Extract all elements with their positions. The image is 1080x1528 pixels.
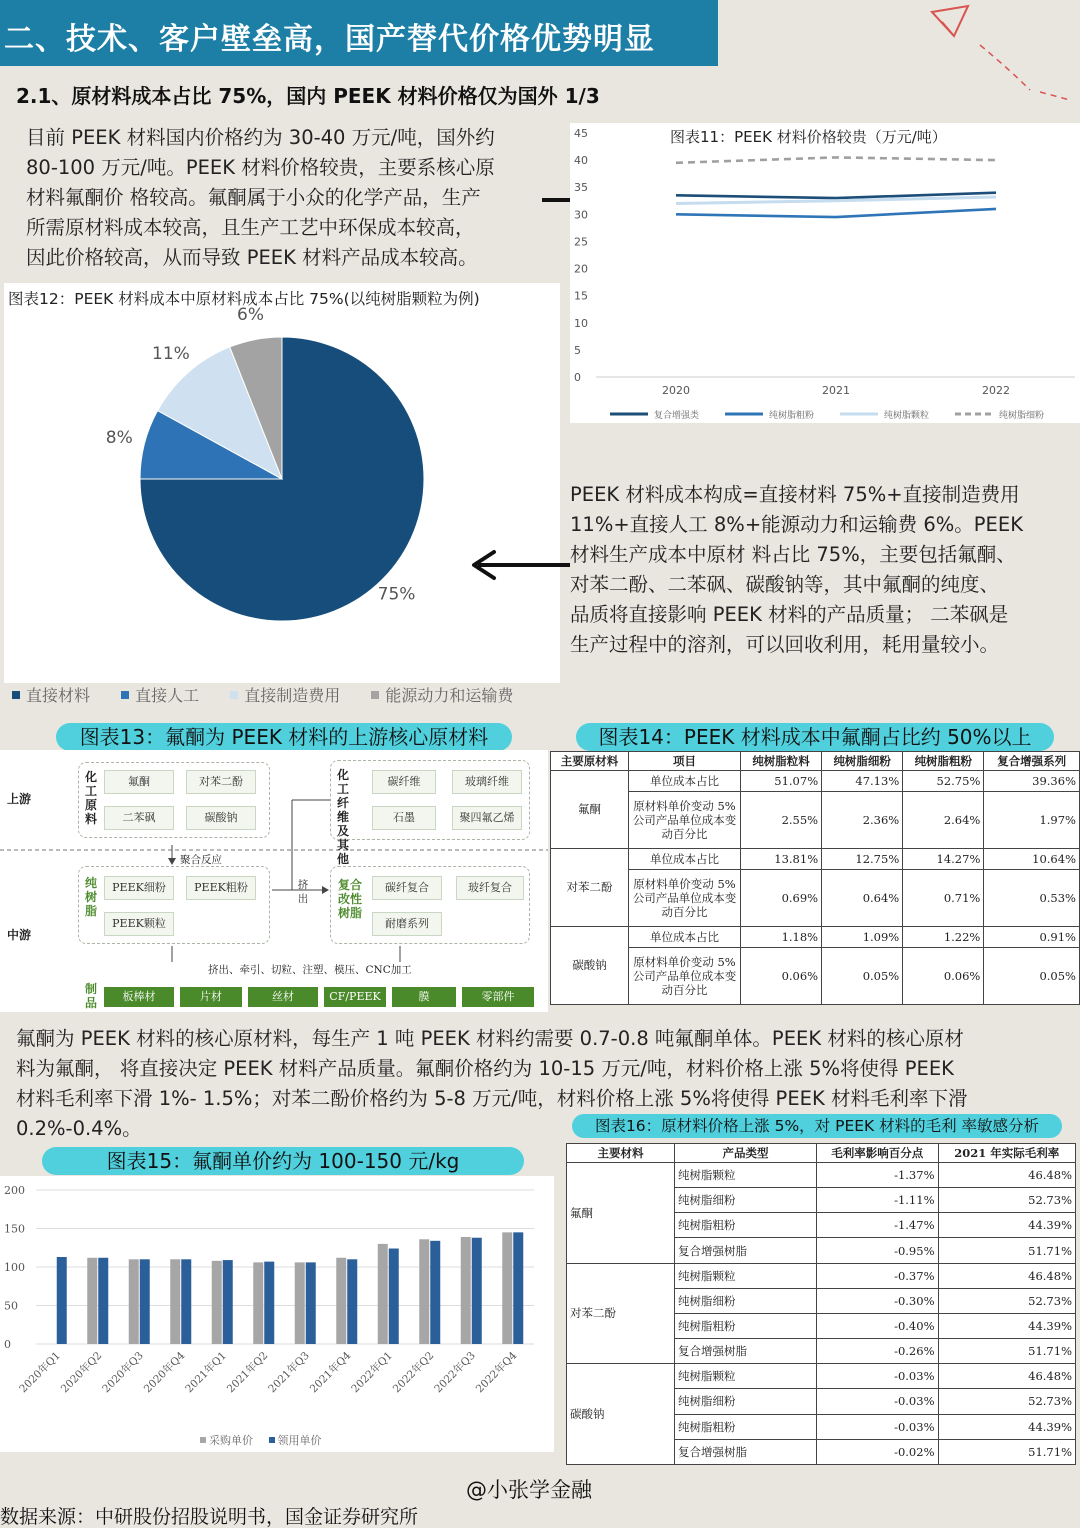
paper-plane-icon [920, 0, 1080, 110]
value-cell: -0.03% [817, 1364, 939, 1389]
bar [306, 1262, 316, 1344]
product-cell: 纯树脂粗粉 [675, 1313, 817, 1338]
table-row [567, 1263, 1076, 1288]
value-cell: 14.27% [903, 848, 984, 869]
value-cell: 51.07% [741, 771, 822, 792]
material-cell: 对苯二酚 [567, 1263, 675, 1364]
value-cell: -0.02% [817, 1439, 939, 1464]
product-cell: 复合增强树脂 [675, 1339, 817, 1364]
column-header: 主要材料 [567, 1144, 675, 1163]
legend-label: 直接制造费用 [244, 686, 341, 705]
value-cell: -1.37% [817, 1163, 939, 1188]
item-cell: 单位成本占比 [629, 771, 741, 792]
y-tick-label: 35 [574, 181, 588, 195]
column-header: 纯树脂粗粉 [903, 752, 984, 771]
table-row [551, 771, 1080, 792]
bar [212, 1261, 222, 1344]
resin-group-label: 纯树脂 [84, 876, 97, 918]
text-line: 品质将直接影响 PEEK 材料的产品质量； 二苯砜是 [570, 603, 1009, 626]
product-cell: 纯树脂细粉 [675, 1288, 817, 1313]
section-subtitle: 2.1、原材料成本占比 75%，国内 PEEK 材料价格仅为国外 1/3 [16, 84, 600, 108]
flow-node: PEEK粗粉 [186, 876, 256, 900]
y-tick-label: 0 [4, 1338, 11, 1351]
table-row [567, 1163, 1076, 1188]
bar [57, 1257, 67, 1344]
supply-chain-flow [0, 750, 548, 1012]
bar [378, 1244, 388, 1344]
product-node: 膜 [392, 987, 456, 1007]
column-header: 纯树脂细粉 [822, 752, 903, 771]
item-cell: 单位成本占比 [629, 848, 741, 869]
value-cell: 2.55% [741, 792, 822, 849]
composite-group-label: 复合改性树脂 [337, 878, 362, 920]
product-cell: 纯树脂细粉 [675, 1188, 817, 1213]
product-label: 制品 [84, 982, 97, 1010]
legend-label: 纯树脂细粉 [999, 411, 1045, 421]
figure-14-table-panel [550, 751, 1080, 1005]
flow-node: 玻璃纤维 [452, 770, 522, 794]
pie-chart [4, 283, 560, 683]
column-header: 2021 年实际毛利率 [938, 1144, 1076, 1163]
table-row [551, 926, 1080, 947]
text-line: 80-100 万元/吨。PEEK 材料价格较贵，主要系核心原 [26, 156, 495, 179]
x-tick-label: 2022年Q2 [390, 1349, 437, 1396]
figure-15-panel [0, 1176, 554, 1452]
text-line: 材料氟酮价 格较高。氟酮属于小众的化学产品，生产 [26, 186, 481, 209]
item-cell: 原材料单价变动 5%公司产品单位成本变动百分比 [629, 870, 741, 927]
bar [98, 1258, 108, 1344]
figure-11-title: 图表11：PEEK 材料价格较贵（万元/吨） [670, 128, 947, 146]
value-cell: 52.73% [938, 1288, 1076, 1313]
legend-item [12, 683, 90, 706]
arrow-left-icon [468, 548, 572, 582]
legend-label: 直接材料 [26, 686, 91, 705]
bar [87, 1258, 97, 1344]
value-cell: 1.18% [741, 926, 822, 947]
flow-node: 聚四氟乙烯 [452, 806, 522, 830]
value-cell: 0.06% [741, 948, 822, 1005]
table-header-row [567, 1144, 1076, 1163]
flow-node: 玻纤复合 [456, 876, 524, 900]
table-row [551, 792, 1080, 849]
product-cell: 纯树脂粗粉 [675, 1414, 817, 1439]
y-tick-label: 200 [4, 1184, 25, 1197]
value-cell: 47.13% [822, 771, 903, 792]
value-cell: -1.11% [817, 1188, 939, 1213]
flow-node: 碳纤复合 [372, 876, 442, 900]
value-cell: 46.48% [938, 1263, 1076, 1288]
value-cell: -0.03% [817, 1389, 939, 1414]
table-row [551, 948, 1080, 1005]
slice-label: 8% [105, 428, 133, 449]
figure-12-panel [4, 283, 560, 683]
value-cell: -1.47% [817, 1213, 939, 1238]
x-tick-label: 2022年Q4 [473, 1349, 520, 1396]
x-tick-label: 2022年Q1 [349, 1349, 395, 1396]
x-tick-label: 2020年Q4 [141, 1349, 188, 1396]
process-label: 挤出、牵引、切粒、注塑、模压、CNC加工 [208, 964, 412, 976]
value-cell: -0.37% [817, 1263, 939, 1288]
bar [472, 1238, 482, 1344]
value-cell: 1.22% [903, 926, 984, 947]
x-tick-label: 2020年Q1 [17, 1349, 63, 1396]
value-cell: 51.71% [938, 1339, 1076, 1364]
value-cell: 0.06% [903, 948, 984, 1005]
product-cell: 纯树脂颗粒 [675, 1263, 817, 1288]
text-line: 所需原材料成本较高，且生产工艺中环保成本较高， [26, 216, 475, 239]
value-cell: 0.71% [903, 870, 984, 927]
value-cell: 12.75% [822, 848, 903, 869]
bar [129, 1259, 139, 1344]
product-cell: 复合增强树脂 [675, 1238, 817, 1263]
slice-label: 11% [152, 343, 190, 364]
legend-swatch [230, 691, 238, 699]
table-header-row [551, 752, 1080, 771]
figure-15-caption: 图表15：氟酮单价约为 100-150 元/kg [42, 1147, 524, 1175]
product-node: 片材 [180, 987, 242, 1007]
value-cell: 44.39% [938, 1313, 1076, 1338]
line-chart [570, 123, 1080, 423]
legend-swatch [200, 1437, 206, 1443]
value-cell: 44.39% [938, 1213, 1076, 1238]
figure-11-panel [570, 123, 1080, 423]
legend-label: 纯树脂颗粒 [884, 411, 930, 421]
flow-node: 碳纤维 [372, 770, 436, 794]
figure-14-caption: 图表14：PEEK 材料成本中氟酮占比约 50%以上 [576, 723, 1054, 751]
text-line: 氟酮为 PEEK 材料的核心原材料，每生产 1 吨 PEEK 材料约需要 0.7-0.8 吨氟酮单体。PEEK 材料的核心原材 [16, 1027, 964, 1050]
y-tick-label: 20 [574, 262, 588, 276]
x-tick-label: 2021年Q4 [307, 1349, 354, 1396]
material-cell: 氟酮 [551, 771, 629, 849]
bar [347, 1259, 357, 1344]
value-cell: 46.48% [938, 1163, 1076, 1188]
bar-chart [0, 1176, 554, 1452]
material-cell: 氟酮 [567, 1163, 675, 1264]
material-cell: 碳酸钠 [551, 926, 629, 1004]
value-cell: 0.05% [984, 948, 1080, 1005]
bar [461, 1237, 471, 1344]
bar [419, 1239, 429, 1344]
column-header: 复合增强系列 [984, 752, 1080, 771]
cost-structure-paragraph [570, 480, 1080, 660]
text-line: 目前 PEEK 材料国内价格约为 30-40 万元/吨，国外约 [26, 126, 495, 149]
product-cell: 纯树脂颗粒 [675, 1364, 817, 1389]
legend-item [269, 1432, 322, 1448]
y-tick-label: 50 [4, 1299, 18, 1313]
legend-item [230, 683, 340, 706]
value-cell: -0.95% [817, 1238, 939, 1263]
table-row [551, 870, 1080, 927]
figure-16-table-panel [566, 1143, 1076, 1465]
midstream-label: 中游 [6, 928, 31, 942]
x-tick-label: 2020 [662, 384, 690, 397]
bar [430, 1241, 440, 1344]
text-line: 因此价格较高，从而导致 PEEK 材料产品成本较高。 [26, 246, 478, 269]
text-line: 材料生产成本中原材 料占比 75%，主要包括氟酮、 [570, 543, 1016, 566]
product-cell: 纯树脂颗粒 [675, 1163, 817, 1188]
bar [181, 1259, 191, 1344]
value-cell: 2.64% [903, 792, 984, 849]
x-tick-label: 2021年Q3 [266, 1349, 312, 1396]
flow-node: 二苯砜 [104, 806, 174, 830]
y-tick-label: 150 [4, 1222, 25, 1236]
value-cell: 51.71% [938, 1238, 1076, 1263]
legend-label: 采购单价 [209, 1434, 253, 1447]
intro-paragraph [26, 123, 546, 273]
figure-15-legend [200, 1432, 348, 1448]
y-tick-label: 25 [574, 235, 588, 249]
flow-node: 耐磨系列 [372, 912, 442, 936]
cost-share-table [550, 751, 1080, 1005]
column-header: 毛利率影响百分点 [817, 1144, 939, 1163]
value-cell: 0.05% [822, 948, 903, 1005]
column-header: 项目 [629, 752, 741, 771]
product-node: 板棒材 [104, 987, 174, 1007]
item-cell: 原材料单价变动 5%公司产品单位成本变动百分比 [629, 948, 741, 1005]
product-node: CF/PEEK [324, 987, 386, 1007]
upstream-label: 上游 [6, 792, 31, 806]
x-tick-label: 2021 [822, 384, 850, 397]
flow-node: 对苯二酚 [186, 770, 256, 794]
bar [336, 1258, 346, 1344]
value-cell: -0.30% [817, 1288, 939, 1313]
item-cell: 单位成本占比 [629, 926, 741, 947]
y-tick-label: 40 [574, 154, 588, 168]
chem-group-label: 化工原料 [84, 770, 97, 826]
bar [140, 1259, 150, 1344]
figure-13-caption: 图表13：氟酮为 PEEK 材料的上游核心原材料 [56, 723, 512, 751]
legend-swatch [12, 691, 20, 699]
value-cell: 1.97% [984, 792, 1080, 849]
text-line: 11%+直接人工 8%+能源动力和运输费 6%。PEEK [570, 513, 1023, 536]
flow-node: PEEK细粉 [104, 876, 174, 900]
material-cell: 碳酸钠 [567, 1364, 675, 1465]
x-tick-label: 2022年Q3 [432, 1349, 478, 1396]
flow-node: 氟酮 [104, 770, 174, 794]
product-node: 零部件 [462, 987, 534, 1007]
source-note: 数据来源：中研股份招股说明书，国金证券研究所 [0, 1506, 419, 1528]
text-line: PEEK 材料成本构成=直接材料 75%+直接制造费用 [570, 483, 1020, 506]
slice-label: 6% [237, 304, 265, 325]
bar [502, 1232, 512, 1344]
figure-12-legend [12, 683, 539, 706]
bar [513, 1232, 523, 1344]
product-cell: 纯树脂粗粉 [675, 1213, 817, 1238]
bar [264, 1262, 274, 1344]
value-cell: 10.64% [984, 848, 1080, 869]
value-cell: 52.73% [938, 1188, 1076, 1213]
text-line: 对苯二酚、二苯砜、碳酸钠等，其中氟酮的纯度、 [570, 573, 1000, 596]
legend-swatch [121, 691, 129, 699]
x-tick-label: 2020年Q3 [100, 1349, 146, 1396]
column-header: 产品类型 [675, 1144, 817, 1163]
bar [223, 1260, 233, 1344]
page-header: 二、技术、客户壁垒高，国产替代价格优势明显 [0, 0, 718, 66]
series-line [676, 209, 996, 217]
polymerization-label: 聚合反应 [180, 854, 222, 866]
value-cell: -0.40% [817, 1313, 939, 1338]
value-cell: 52.75% [903, 771, 984, 792]
margin-sensitivity-table [566, 1143, 1076, 1465]
bar [253, 1262, 263, 1344]
legend-swatch [269, 1437, 275, 1443]
value-cell: 13.81% [741, 848, 822, 869]
author-handle: @小张学金融 [466, 1478, 592, 1502]
text-line: 生产过程中的溶剂，可以回收利用，耗用量较小。 [570, 633, 1000, 656]
value-cell: 52.73% [938, 1389, 1076, 1414]
value-cell: 44.39% [938, 1414, 1076, 1439]
legend-item [121, 683, 199, 706]
text-line: 材料毛利率下滑 1%- 1.5%；对苯二酚价格约为 5-8 万元/吨，材料价格上涨 5%将使得 PEEK 材料毛利率下滑 [16, 1087, 968, 1110]
bar [389, 1249, 399, 1344]
y-tick-label: 0 [574, 371, 581, 384]
flow-node: 石墨 [372, 806, 436, 830]
legend-label: 领用单价 [277, 1434, 322, 1447]
x-tick-label: 2021年Q2 [224, 1349, 271, 1396]
value-cell: 1.09% [822, 926, 903, 947]
figure-12-title: 图表12：PEEK 材料成本中原材料成本占比 75%(以纯树脂颗粒为例) [8, 290, 480, 308]
y-tick-label: 15 [574, 289, 588, 303]
column-header: 主要原材料 [551, 752, 629, 771]
figure-16-caption: 图表16：原材料价格上涨 5%，对 PEEK 材料的毛利 率敏感分析 [572, 1114, 1062, 1138]
y-tick-label: 30 [574, 208, 588, 222]
bar [170, 1259, 180, 1344]
text-line: 0.2%-0.4%。 [16, 1117, 142, 1140]
value-cell: -0.03% [817, 1414, 939, 1439]
value-cell: 46.48% [938, 1364, 1076, 1389]
x-tick-label: 2022 [982, 384, 1010, 397]
x-tick-label: 2021年Q1 [183, 1349, 229, 1396]
slice-label: 75% [377, 584, 416, 605]
text-line: 料为氟酮， 将直接决定 PEEK 材料产品质量。氟酮价格约为 10-15 万元/吨，材料价格上涨 5%将使得 PEEK [16, 1057, 954, 1080]
legend-item [371, 683, 513, 706]
value-cell: 51.71% [938, 1439, 1076, 1464]
legend-label: 复合增强类 [654, 411, 700, 421]
table-row [551, 848, 1080, 869]
fiber-group-label: 化工纤维及其他 [336, 768, 349, 866]
legend-label: 能源动力和运输费 [385, 686, 514, 705]
legend-swatch [371, 691, 379, 699]
flow-node: PEEK颗粒 [104, 912, 174, 936]
value-cell: 0.64% [822, 870, 903, 927]
product-cell: 复合增强树脂 [675, 1439, 817, 1464]
item-cell: 原材料单价变动 5%公司产品单位成本变动百分比 [629, 792, 741, 849]
extrusion-label: 挤出 [297, 879, 309, 905]
table-row [567, 1364, 1076, 1389]
value-cell: 2.36% [822, 792, 903, 849]
value-cell: 0.53% [984, 870, 1080, 927]
y-tick-label: 5 [574, 343, 581, 357]
column-header: 纯树脂粒料 [741, 752, 822, 771]
value-cell: 0.69% [741, 870, 822, 927]
material-cell: 对苯二酚 [551, 848, 629, 926]
flow-node: 碳酸钠 [186, 806, 256, 830]
x-tick-label: 2020年Q2 [58, 1349, 105, 1396]
value-cell: -0.26% [817, 1339, 939, 1364]
legend-label: 纯树脂粗粉 [769, 411, 815, 421]
value-cell: 39.36% [984, 771, 1080, 792]
y-tick-label: 10 [574, 316, 588, 330]
y-tick-label: 100 [4, 1261, 25, 1274]
bar [295, 1262, 305, 1344]
series-line [676, 157, 996, 162]
product-cell: 纯树脂细粉 [675, 1389, 817, 1414]
y-tick-label: 45 [574, 127, 588, 140]
legend-item [200, 1432, 253, 1448]
legend-label: 直接人工 [135, 686, 200, 705]
value-cell: 0.91% [984, 926, 1080, 947]
product-node: 丝材 [248, 987, 318, 1007]
